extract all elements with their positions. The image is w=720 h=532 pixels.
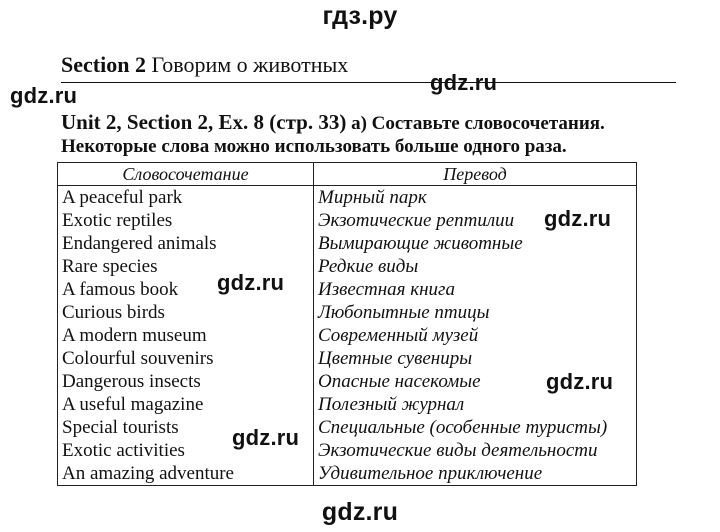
section-label: Section 2 [61, 52, 146, 77]
table-row [58, 301, 637, 324]
translation-cell: Современный музей [314, 324, 637, 347]
section-title: Говорим о животных [151, 52, 349, 77]
translation-cell: Экзотические виды деятельности [314, 439, 637, 462]
watermark: gdz.ru [232, 425, 300, 450]
table-row [58, 324, 637, 347]
phrase-cell: Dangerous insects [58, 370, 314, 393]
phrase-cell: A famous book [58, 278, 314, 301]
table-row [58, 347, 637, 370]
task-line-1 [61, 110, 605, 135]
instruction-part-2: Некоторые слова можно использовать больше одного раза. [61, 136, 567, 157]
translation-cell: Редкие виды [314, 255, 637, 278]
watermark: gdz.ru [217, 270, 285, 295]
translation-cell: Полезный журнал [314, 393, 637, 416]
phrase-cell: Exotic activities [58, 439, 314, 462]
table-row [58, 393, 637, 416]
exercise-reference: Unit 2, Section 2, Ex. 8 (стр. 33) [61, 110, 347, 134]
table-row [58, 255, 637, 278]
phrase-cell: Exotic reptiles [58, 209, 314, 232]
translation-cell: Любопытные птицы [314, 301, 637, 324]
phrase-cell: A modern museum [58, 324, 314, 347]
translation-cell: Мирный парк [314, 186, 637, 210]
table-row [58, 278, 637, 301]
instruction-part-1: а) Составьте словосочетания. [351, 113, 605, 134]
translation-cell: Опасные насекомые [314, 370, 637, 393]
phrase-cell: A useful magazine [58, 393, 314, 416]
site-label-top: гдз.ру [322, 2, 398, 30]
column-header-phrase: Словосочетание [58, 163, 314, 186]
translation-cell: Цветные сувениры [314, 347, 637, 370]
phrase-cell: Endangered animals [58, 232, 314, 255]
translation-cell: Известная книга [314, 278, 637, 301]
translation-cell: Экзотические рептилии [314, 209, 637, 232]
table-row [58, 416, 637, 439]
phrase-cell: A peaceful park [58, 186, 314, 210]
section-divider [61, 82, 676, 83]
column-header-translation: Перевод [314, 163, 637, 186]
phrase-cell: Special tourists [58, 416, 314, 439]
section-heading [61, 52, 348, 78]
table-row [58, 232, 637, 255]
phrase-cell: An amazing adventure [58, 462, 314, 486]
translation-cell: Вымирающие животные [314, 232, 637, 255]
phrase-cell: Rare species [58, 255, 314, 278]
phrase-cell: Curious birds [58, 301, 314, 324]
translation-cell: Специальные (особенные туристы) [314, 416, 637, 439]
watermark: gdz.ru [546, 369, 614, 394]
watermark: gdz.ru [10, 83, 78, 108]
translation-cell: Удивительное приключение [314, 462, 637, 486]
table-row [58, 462, 637, 486]
table-header-row [58, 163, 637, 186]
table-row [58, 439, 637, 462]
watermark: gdz.ru [544, 206, 612, 231]
watermark: gdz.ru [430, 70, 498, 95]
site-label-bottom: gdz.ru [321, 498, 399, 526]
phrase-cell: Colourful souvenirs [58, 347, 314, 370]
